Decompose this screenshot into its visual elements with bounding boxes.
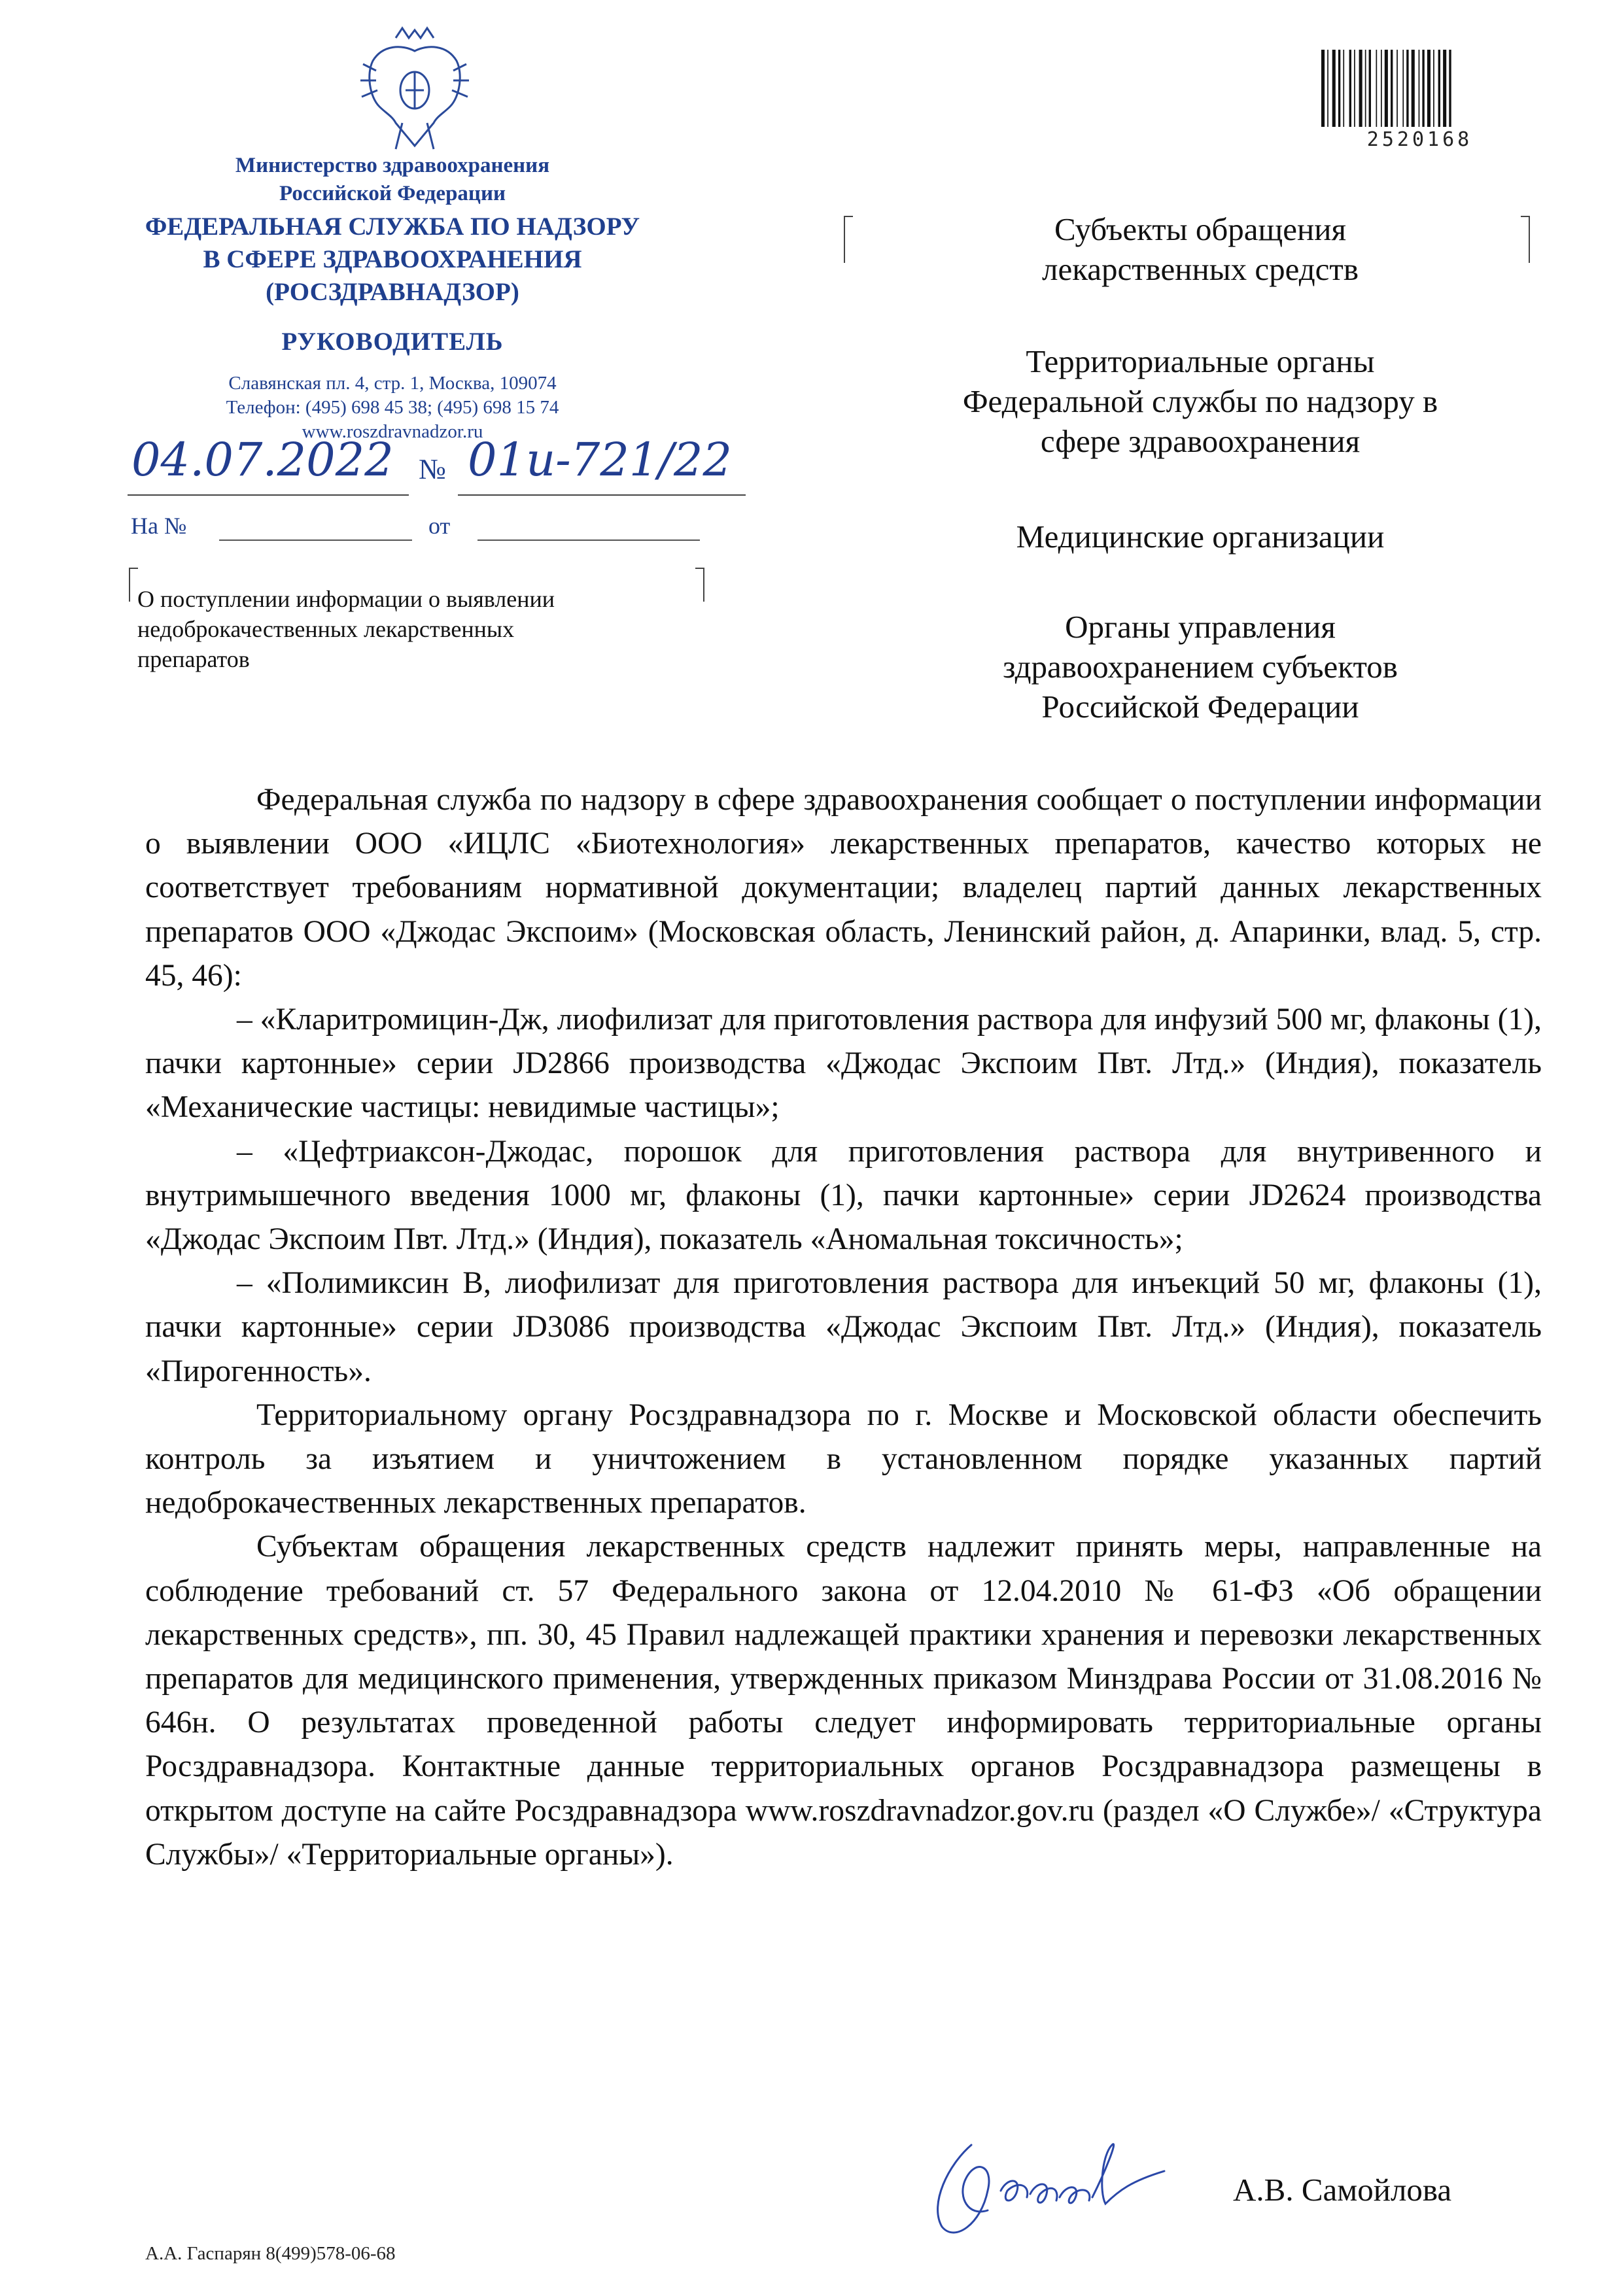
barcode-bar xyxy=(1369,50,1371,127)
ministry-name xyxy=(131,152,654,208)
coat-of-arms-emblem xyxy=(356,25,473,156)
barcode-bar xyxy=(1332,50,1336,127)
reply-number-label: На № xyxy=(131,513,187,539)
addressee-line: Территориальные органы xyxy=(1026,343,1375,379)
reply-number-blank xyxy=(219,540,412,541)
barcode-bar xyxy=(1433,50,1434,127)
addressee-line: Федеральной службы по надзору в xyxy=(962,383,1438,419)
barcode-number: 2520168 xyxy=(1366,128,1473,151)
subject-corner-left xyxy=(129,568,138,602)
barcode-bar xyxy=(1412,50,1415,127)
barcode-bar xyxy=(1365,50,1366,127)
barcode-bar xyxy=(1406,50,1408,127)
date-underline xyxy=(128,494,409,496)
addressee-block xyxy=(850,209,1550,289)
service-line: ФЕДЕРАЛЬНАЯ СЛУЖБА ПО НАДЗОРУ xyxy=(145,213,640,241)
registration-date: 04.07.2022 xyxy=(131,433,394,487)
body-paragraph: Субъектам обращения лекарственных средств надлежит принять меры, направленные на соблюдение требований ст. 57 Федерального закона от 12.04.2010 № 61-ФЗ «Об обращении лекарственных средств», пп. 30, 45 Правил надлежащей практики хранения и перевозки лекарственных препаратов для медицинского применения, утвержденных приказом Минздрава России от 31.08.2016 № 646н. О результатах проведенной работы следует информировать территориальные органы Росздравнадзора. Контактные данные территориальных органов Росздравнадзора размещены в открытом доступе на сайте Росздравнадзора www.roszdravnadzor.gov.ru (раздел «О Службе»/ «Структура Службы»/ «Территориальные органы»). xyxy=(145,1530,1542,1872)
director-title: РУКОВОДИТЕЛЬ xyxy=(281,328,504,356)
subject-line: О поступлении информации о выявлении xyxy=(137,586,555,612)
reply-from-label: от xyxy=(428,513,451,539)
reply-date-blank xyxy=(477,540,700,541)
barcode-bar xyxy=(1422,50,1424,127)
barcode-bar xyxy=(1419,50,1420,127)
body-list-item: – «Цефтриаксон-Джодас, порошок для приготовления раствора для внутривенного и внутримышечного введения 1000 мг, флаконы (1), пачки картонные» серии JD2624 производства «Джодас Экспоим Пвт. Лтд.» (Индия), показатель «Аномальная токсичность»; xyxy=(145,1134,1542,1257)
phone: Телефон: (495) 698 45 38; (495) 698 15 74 xyxy=(226,397,559,418)
barcode xyxy=(1320,50,1519,127)
addressee-line: Субъекты обращения xyxy=(1054,211,1346,247)
addressee-line: Российской Федерации xyxy=(1041,689,1359,725)
barcode-bar xyxy=(1376,50,1378,127)
body-list-item: – «Кларитромицин-Дж, лиофилизат для приготовления раствора для инфузий 500 мг, флаконы (1), пачки картонные» серии JD2866 производства «Джодас Экспоим Пвт. Лтд.» (Индия), показатель «Механические частицы: невидимые частицы»; xyxy=(145,1002,1542,1125)
addressee-line: лекарственных средств xyxy=(1042,251,1359,287)
registration-line xyxy=(128,432,834,517)
addressee-line: сфере здравоохранения xyxy=(1040,423,1361,459)
addressee-block xyxy=(850,517,1550,557)
website-link[interactable]: www.roszdravnadzor.ru xyxy=(302,421,483,442)
barcode-bar xyxy=(1396,50,1398,127)
reply-to-line xyxy=(131,512,720,545)
barcode-bar xyxy=(1427,50,1431,127)
barcode-bar xyxy=(1321,50,1325,127)
body-list-item: – «Полимиксин В, лиофилизат для приготовления раствора для инъекций 50 мг, флаконы (1), пачки картонные» серии JD3086 производства «Джодас Экспоим Пвт. Лтд.» (Индия), показатель «Пирогенность». xyxy=(145,1266,1542,1388)
body-paragraph: Федеральная служба по надзору в сфере здравоохранения сообщает о поступлении информации о выявлении ООО «ИЦЛС «Биотехнология» лекарственных препаратов, качество которых не соответствует требованиям нормативной документации; владелец партий данных лекарственных препаратов ООО «Джодас Экспоим» (Московская область, Ленинский район, д. Апаринки, влад. 5, стр. 45, 46): xyxy=(145,783,1542,993)
barcode-bar xyxy=(1349,50,1351,127)
service-line: (РОСЗДРАВНАДЗОР) xyxy=(266,278,519,306)
number-sign: № xyxy=(419,453,446,485)
addressee-line: Органы управления xyxy=(1065,609,1336,645)
barcode-bar xyxy=(1327,50,1328,127)
barcode-bar xyxy=(1438,50,1440,127)
addressee-line: Медицинские организации xyxy=(1016,519,1385,555)
addressee-block xyxy=(850,607,1550,727)
body-paragraph: Территориальному органу Росздравнадзора по г. Москве и Московской области обеспечить контроль за изъятием и уничтожением в установленном порядке указанных партий недоброкачественных лекарственных препаратов. xyxy=(145,1397,1542,1520)
address: Славянская пл. 4, стр. 1, Москва, 109074 xyxy=(228,373,557,394)
service-name xyxy=(92,211,693,309)
barcode-bar xyxy=(1443,50,1446,127)
service-line: В СФЕРЕ ЗДРАВООХРАНЕНИЯ xyxy=(203,245,582,273)
handwritten-signature xyxy=(903,2119,1204,2250)
barcode-bar xyxy=(1354,50,1355,127)
barcode-bar xyxy=(1338,50,1340,127)
barcode-bar xyxy=(1449,50,1451,127)
barcode-bar xyxy=(1402,50,1404,127)
barcode-bar xyxy=(1343,50,1344,127)
subject-line: препаратов xyxy=(137,646,250,672)
subject-line: недоброкачественных лекарственных xyxy=(137,616,515,642)
addressee-line: здравоохранением субъектов xyxy=(1003,649,1398,685)
barcode-bar xyxy=(1359,50,1362,127)
letter-body xyxy=(145,778,1542,1877)
barcode-bar xyxy=(1385,50,1388,127)
number-underline xyxy=(458,494,746,496)
signer-name: А.В. Самойлова xyxy=(1233,2172,1452,2208)
addressee-block xyxy=(850,341,1550,461)
subject xyxy=(137,584,713,674)
ministry-line: Российской Федерации xyxy=(279,182,506,205)
barcode-bar xyxy=(1381,50,1382,127)
registration-number: 01и-721/22 xyxy=(468,433,733,487)
executor-contact: А.А. Гаспарян 8(499)578-06-68 xyxy=(145,2243,396,2264)
ministry-line: Министерство здравоохранения xyxy=(235,154,550,177)
barcode-bar xyxy=(1391,50,1393,127)
